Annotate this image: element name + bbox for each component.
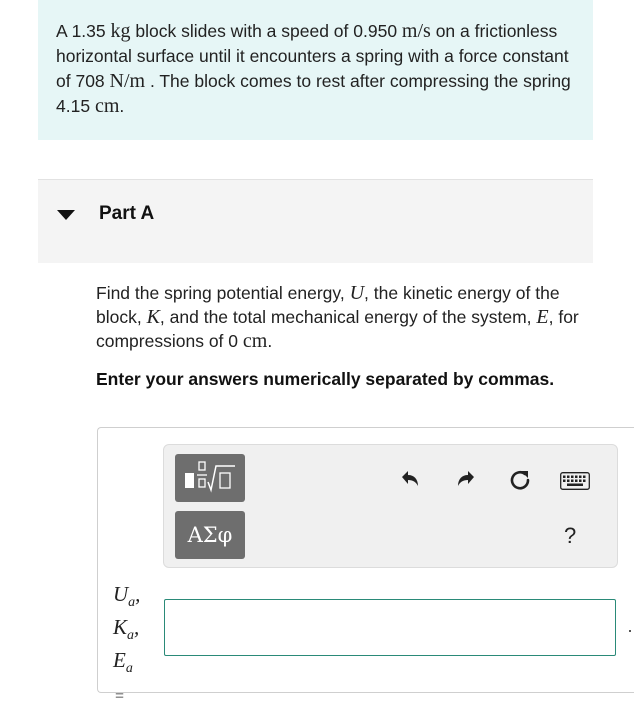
label-u — [113, 582, 140, 615]
var-u: U — [349, 282, 365, 304]
var-name: U — [113, 582, 129, 606]
var-k: K — [146, 306, 160, 328]
redo-icon[interactable] — [454, 468, 478, 492]
instruction-text: Enter your answers numerically separated by commas. — [96, 369, 555, 389]
unit-npm: N/m — [109, 70, 146, 92]
math-toolbar — [163, 444, 618, 568]
unit-cm: cm — [242, 330, 268, 352]
problem-text: block slides with a speed of 0.950 — [130, 21, 402, 41]
var-sub: a — [125, 661, 133, 677]
problem-text: on a frictionless horizontal surface until it encounters a spring with a force constant of 708 — [56, 21, 569, 91]
undo-icon[interactable] — [398, 468, 422, 492]
var-name: E — [113, 648, 126, 673]
trailing-dot — [629, 630, 631, 632]
reset-icon[interactable] — [508, 468, 532, 492]
part-a-header[interactable] — [38, 179, 593, 263]
var-e: E — [536, 306, 549, 328]
equals-sign: = — [115, 687, 125, 705]
var-sub: a — [127, 628, 135, 644]
question-part: . — [267, 331, 273, 351]
answer-variable-labels — [113, 582, 140, 709]
templates-button[interactable] — [175, 454, 245, 502]
problem-statement — [38, 0, 593, 140]
var-name: K — [113, 615, 128, 640]
question-text — [96, 281, 596, 353]
question-part: Find the spring potential energy, — [96, 283, 350, 303]
caret-down-icon[interactable] — [57, 210, 75, 220]
problem-text: A 1.35 — [56, 21, 111, 41]
answer-input[interactable] — [164, 599, 616, 656]
unit-mps: m/s — [401, 20, 431, 42]
var-sep: , — [134, 615, 140, 640]
help-button[interactable]: ? — [564, 523, 577, 548]
part-title: Part A — [99, 203, 155, 224]
greek-symbols-button[interactable]: ΑΣφ — [175, 511, 245, 559]
question-part: , for compressions of 0 — [96, 307, 579, 351]
unit-kg: kg — [110, 20, 131, 42]
unit-cm: cm — [94, 95, 120, 117]
label-k — [113, 615, 140, 648]
label-e — [113, 648, 140, 681]
fraction-root-icon — [175, 454, 245, 502]
var-sub: a — [128, 595, 136, 611]
problem-text: . — [119, 96, 125, 116]
question-part: , and the total mechanical energy of the system, — [159, 307, 537, 327]
question-part: , the kinetic energy of the block, — [96, 283, 560, 327]
problem-text: . The block comes to rest after compressing the spring 4.15 — [56, 71, 571, 116]
var-sep: , — [135, 582, 141, 606]
keyboard-icon[interactable] — [560, 472, 590, 490]
